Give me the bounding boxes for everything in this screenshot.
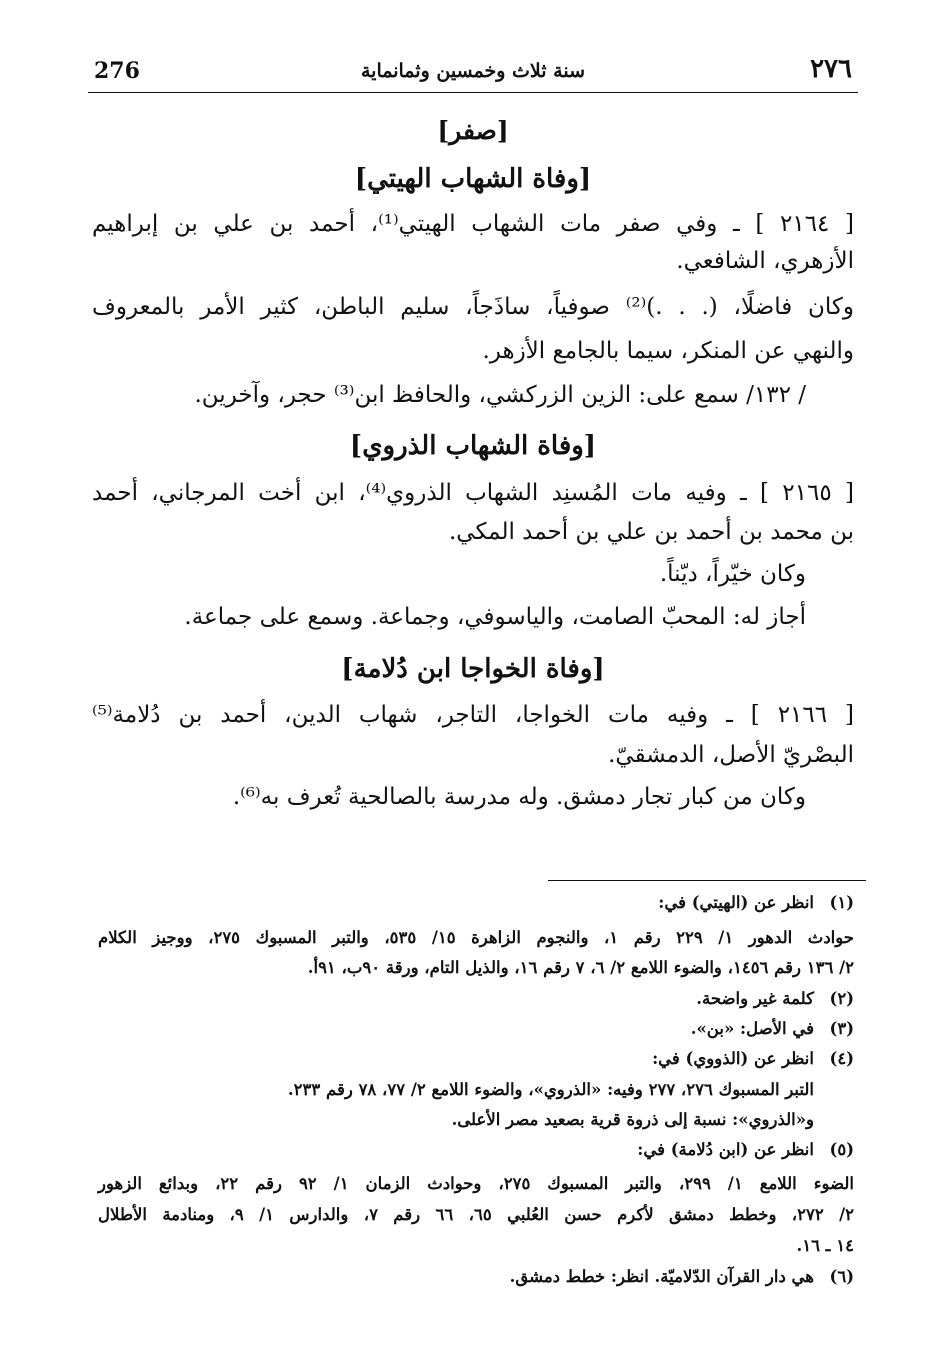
footnote-text: ٢/ ٢٧٢، وخطط دمشق لأكرم حسن العُلبي ٦٥، ٦٦ رقم ٧، والدارس ١/ ٩، ومنادمة الأطلال xyxy=(98,1205,855,1224)
entry-line: بن محمد بن أحمد بن علي بن أحمد المكي. xyxy=(448,519,854,545)
entry-title: [وفاة الخواجا ابن دُلامة] xyxy=(341,654,605,684)
entry-line: وكان خيّراً، ديّناً. xyxy=(659,561,806,587)
entry-line: وكان من كبار تجار دمشق. وله مدرسة بالصالحية تُعرف به⁽⁶⁾. xyxy=(232,784,806,810)
entry-line: وكان فاضلًا، (. . .)⁽²⁾ صوفياً، ساذَجاً، سليم الباطن، كثير الأمر بالمعروف xyxy=(92,294,854,320)
entry-line: والنهي عن المنكر، سيما بالجامع الأزهر. xyxy=(482,338,854,364)
footnote-text: انظر عن (ابن دُلامة) في: xyxy=(637,1140,814,1159)
footnote-text: الضوء اللامع ١/ ٢٩٩، والتبر المسبوك ٢٧٥، وحوادث الزمان ١/ ٩٢ رقم ٢٢، وبدائع الزهور xyxy=(98,1174,854,1193)
footnote-text: انظر عن (الهيتي) في: xyxy=(658,893,814,912)
entry-line: [ ٢١٦٥ ] ـ وفيه مات المُسنِد الشهاب الذروي⁽⁴⁾، ابن أخت المرجاني، أحمد xyxy=(92,480,854,506)
month-heading: [صفر] xyxy=(437,116,509,145)
footnote-text: ٢/ ١٣٦ رقم ١٤٥٦، والضوء اللامع ٢/ ٦، ٧ رقم ١٦، والذيل التام، ورقة ٩٠ب، ٩١أ. xyxy=(307,958,854,977)
entry-line: الأزهري، الشافعي. xyxy=(676,248,854,274)
footnote-number: (٥) xyxy=(829,1140,854,1159)
footnote-separator xyxy=(548,880,866,881)
page-header xyxy=(88,48,858,93)
footnote-number: (٦) xyxy=(829,1267,854,1286)
footnote-text: انظر عن (الذووي) في: xyxy=(652,1049,814,1068)
footnote-number: (٤) xyxy=(829,1049,854,1068)
footnote-number: (٣) xyxy=(829,1019,854,1038)
running-title: سنة ثلاث وخمسين وثمانماية xyxy=(360,60,586,82)
entry-title: [وفاة الشهاب الذروي] xyxy=(349,431,597,461)
page-number-latin: 276 xyxy=(94,58,140,84)
footnote-text: هي دار القرآن الدّلاميّة. انظر: خطط دمشق. xyxy=(509,1267,814,1286)
footnote-text: حوادث الدهور ١/ ٢٢٩ رقم ١، والنجوم الزاهرة ١٥/ ٥٣٥، والتبر المسبوك ٢٧٥، ووجيز الكلام xyxy=(98,928,854,947)
entry-line: [ ٢١٦٤ ] ـ وفي صفر مات الشهاب الهيتي⁽¹⁾، أحمد بن علي بن إبراهيم xyxy=(92,211,854,237)
entry-line: البصْريّ الأصل، الدمشقيّ. xyxy=(608,742,854,768)
entry-title: [وفاة الشهاب الهيتي] xyxy=(354,164,592,194)
footnote-number: (١) xyxy=(829,893,854,912)
footnote-text: ١٤ ـ ١٦. xyxy=(796,1236,854,1255)
entry-line: أجاز له: المحبّ الصامت، والياسوفي، وجماعة. وسمع على جماعة. xyxy=(184,604,806,630)
footnote-text: و«الذروي»: نسبة إلى ذروة قرية بصعيد مصر الأعلى. xyxy=(451,1110,814,1129)
footnote-number: (٢) xyxy=(829,989,854,1008)
entry-line: / ١٣٢/ سمع على: الزين الزركشي، والحافظ ابن⁽³⁾ حجر، وآخرين. xyxy=(194,382,806,408)
page-number-arabic: ٢٧٦ xyxy=(810,54,852,84)
footnote-text: التبر المسبوك ٢٧٦، ٢٧٧ وفيه: «الذروي»، والضوء اللامع ٢/ ٧٧، ٧٨ رقم ٢٣٣. xyxy=(287,1080,814,1099)
entry-line: [ ٢١٦٦ ] ـ وفيه مات الخواجا، التاجر، شهاب الدين، أحمد بن دُلامة⁽⁵⁾ xyxy=(92,702,854,728)
footnote-text: كلمة غير واضحة. xyxy=(696,989,814,1008)
footnote-text: في الأصل: «بن». xyxy=(690,1019,814,1038)
